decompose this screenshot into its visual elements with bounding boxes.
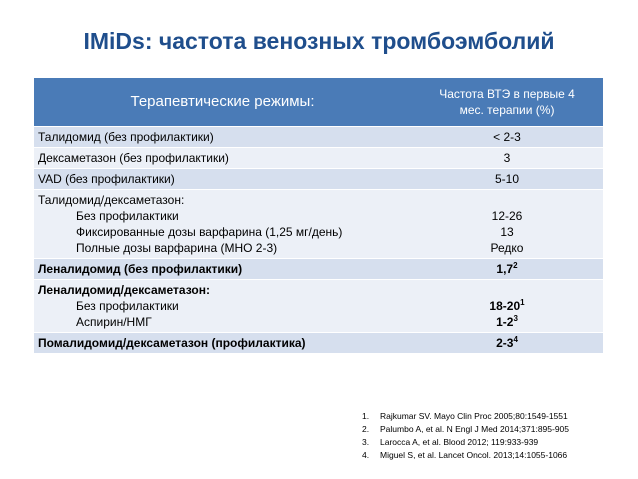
- header-vte-rate-line2: мес. терапии (%): [459, 103, 555, 117]
- row-sub-value: $1-2^3$: [496, 314, 518, 329]
- ref-sup: 2: [513, 261, 518, 270]
- slide-title: IMiDs: частота венозных тромбоэмболий: [83, 28, 555, 54]
- reference-item: 3. Larocca A, et al. Blood 2012; 119:933-939: [362, 437, 539, 447]
- row-sub-label: Аспирин/НМГ: [76, 315, 152, 329]
- table-row: [34, 259, 603, 280]
- row-sub-label: Полные дозы варфарина (МНО 2-3): [76, 241, 278, 255]
- row-label: Помалидомид/дексаметазон (профилактика): [34, 333, 411, 354]
- header-vte-rate-line1: Частота ВТЭ в первые 4: [439, 87, 575, 101]
- row-value: $1,7^2$: [411, 259, 603, 280]
- table-row: [34, 333, 603, 354]
- header-vte-rate: [411, 78, 603, 127]
- ref-sup: 3: [513, 314, 518, 323]
- header-regimens: Терапевтические режимы:: [34, 78, 411, 127]
- table-row: [34, 280, 603, 333]
- row-label: Дексаметазон (без профилактики): [34, 148, 411, 169]
- table-row: [34, 190, 603, 259]
- row-sub-label: Без профилактики: [76, 299, 179, 313]
- reference-item: 1. Rajkumar SV. Mayo Clin Proc 2005;80:1549-1551: [362, 411, 568, 421]
- row-value: 5-10: [411, 169, 603, 190]
- row-sub-label: Фиксированные дозы варфарина (1,25 мг/день): [76, 225, 343, 239]
- row-value-group: [411, 280, 603, 333]
- row-sub-value: Редко: [490, 241, 524, 255]
- ref-sup: 4: [513, 335, 518, 344]
- reference-item: 4. Miguel S, et al. Lancet Oncol. 2013;14:1055-1066: [362, 450, 568, 460]
- table-header-row: [34, 78, 603, 127]
- row-sub-value: $18-20^1$: [489, 298, 525, 313]
- row-value: $2-3^4$: [411, 333, 603, 354]
- table-row: [34, 169, 603, 190]
- table-row: [34, 148, 603, 169]
- vte-table: [34, 78, 603, 353]
- row-label: VAD (без профилактики): [34, 169, 411, 190]
- reference-item: 2. Palumbo A, et al. N Engl J Med 2014;371:895-905: [362, 424, 570, 434]
- references-list: [362, 410, 569, 462]
- row-label: Талидомид (без профилактики): [34, 127, 411, 148]
- row-value: < 2-3: [411, 127, 603, 148]
- table-row: [34, 127, 603, 148]
- row-group-label: Леналидомид/дексаметазон:: [38, 283, 210, 297]
- row-label-group: [34, 190, 411, 259]
- ref-sup: 1: [520, 298, 525, 307]
- row-sub-label: Без профилактики: [76, 209, 179, 223]
- row-label: Леналидомид (без профилактики): [34, 259, 411, 280]
- row-value: 3: [411, 148, 603, 169]
- row-value-group: [411, 190, 603, 259]
- row-label-group: [34, 280, 411, 333]
- row-sub-value: 12-26: [491, 209, 523, 223]
- row-sub-value: 13: [500, 225, 514, 239]
- row-group-label: Талидомид/дексаметазон:: [38, 193, 185, 207]
